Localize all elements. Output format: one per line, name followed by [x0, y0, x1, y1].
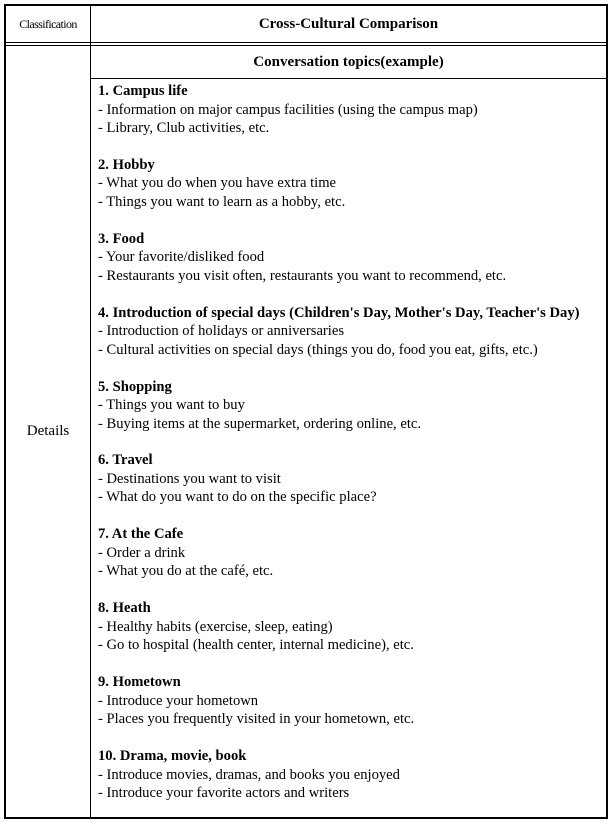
header-row: [6, 6, 606, 42]
topic-item: - Cultural activities on special days (things you do, food you eat, gifts, etc.): [98, 341, 538, 358]
subheader: Conversation topics(example): [91, 46, 606, 79]
table-title: Cross-Cultural Comparison: [258, 15, 439, 32]
comparison-table: [4, 4, 608, 819]
topic-block: [98, 230, 600, 286]
topic-title: 6. Travel: [98, 452, 153, 469]
topic-item: - What do you want to do on the specific place?: [98, 489, 377, 506]
topic-item: - Destinations you want to visit: [98, 470, 281, 487]
topic-block: [98, 747, 600, 803]
topic-item: - Things you want to learn as a hobby, etc.: [98, 193, 346, 210]
topic-item: - Places you frequently visited in your hometown, etc.: [98, 711, 415, 728]
topic-item: - Introduce your hometown: [98, 692, 259, 709]
topic-item: - Introduce movies, dramas, and books you enjoyed: [98, 766, 400, 783]
topic-item: - Restaurants you visit often, restaurants you want to recommend, etc.: [98, 267, 507, 284]
topic-block: [98, 525, 600, 581]
topic-item: - What you do at the café, etc.: [98, 563, 274, 580]
topic-item: - Information on major campus facilities (using the campus map): [98, 101, 478, 118]
topic-item: - Library, Club activities, etc.: [98, 120, 270, 136]
topic-title: 9. Hometown: [98, 674, 181, 691]
topic-title: 5. Shopping: [98, 378, 172, 395]
topic-block: [98, 82, 600, 138]
topic-item: - Things you want to buy: [98, 397, 245, 414]
topic-item: - Healthy habits (exercise, sleep, eating): [98, 618, 333, 635]
classification-header: Classification: [19, 16, 77, 31]
topic-item: - Order a drink: [98, 544, 186, 561]
topic-item: - Your favorite/disliked food: [98, 249, 265, 266]
topic-item: - Introduce your favorite actors and writers: [98, 785, 350, 802]
topic-title: 1. Campus life: [98, 83, 188, 99]
topic-title: 8. Heath: [98, 600, 151, 617]
topic-item: - Go to hospital (health center, internal medicine), etc.: [98, 637, 414, 654]
topic-block: [98, 304, 600, 360]
topic-item: - What you do when you have extra time: [98, 175, 337, 192]
topic-block: [98, 599, 600, 655]
topic-item: - Introduction of holidays or anniversaries: [98, 323, 344, 340]
topic-title: 7. At the Cafe: [98, 526, 184, 543]
topic-block: [98, 673, 600, 729]
details-label: Details: [26, 423, 70, 439]
topic-block: [98, 156, 600, 212]
topic-item: - Buying items at the supermarket, ordering online, etc.: [98, 415, 422, 432]
topic-block: [98, 451, 600, 507]
topics-list: [91, 79, 606, 817]
topic-title: 4. Introduction of special days (Children's Day, Mother's Day, Teacher's Day): [98, 304, 580, 321]
topic-title: 2. Hobby: [98, 156, 155, 173]
topic-block: [98, 378, 600, 434]
topic-title: 10. Drama, movie, book: [98, 748, 247, 765]
topic-title: 3. Food: [98, 230, 145, 247]
